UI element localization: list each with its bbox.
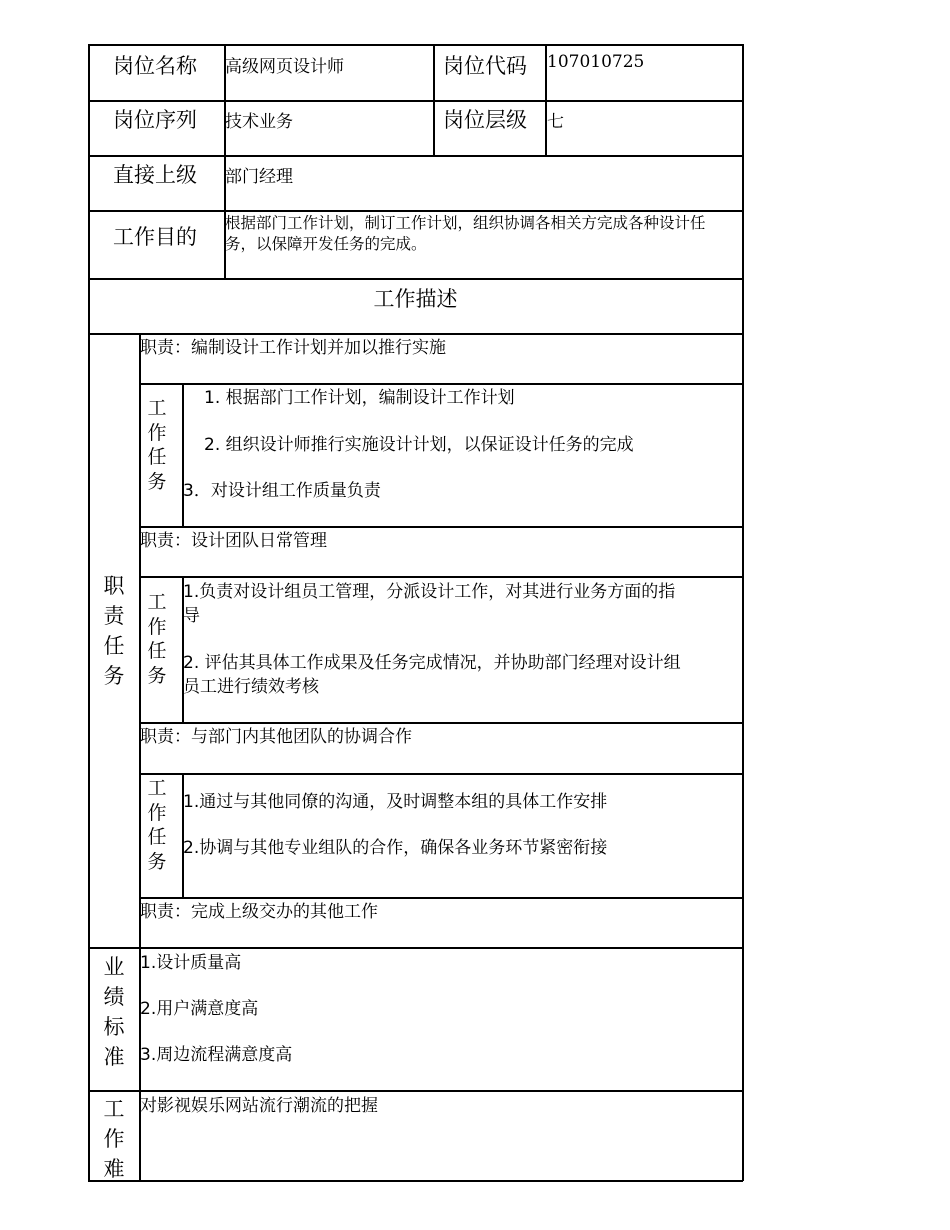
- superior-label: 直接上级: [113, 163, 197, 187]
- position-name-label: 岗位名称: [113, 54, 197, 78]
- duty-title: 职责：与部门内其他团队的协调合作: [140, 727, 412, 747]
- performance-item: 2.用户满意度高: [140, 999, 259, 1019]
- row-divider: [88, 155, 743, 157]
- duty-title: 职责：设计团队日常管理: [140, 531, 327, 551]
- duty-title: 职责：编制设计工作计划并加以推行实施: [140, 338, 446, 358]
- row-divider: [139, 773, 743, 775]
- table-border-right: [742, 44, 744, 1181]
- table-border-top: [88, 44, 743, 46]
- section-title: 工作描述: [373, 287, 458, 311]
- row-divider: [139, 722, 743, 724]
- row-divider: [88, 1090, 743, 1092]
- task-item: 2. 评估其具体工作成果及任务完成情况，并协助部门经理对设计组: [183, 653, 681, 673]
- performance-label: 业绩标准: [103, 955, 125, 1069]
- purpose-line-1: 根据部门工作计划，制订工作计划，组织协调各相关方完成各种设计任: [225, 214, 706, 232]
- task-item: 导: [183, 606, 200, 626]
- task-item: 2.协调与其他专业组队的合作，确保各业务环节紧密衔接: [183, 838, 608, 858]
- row-divider: [88, 333, 743, 335]
- sequence-value: 技术业务: [225, 112, 293, 132]
- level-label: 岗位层级: [443, 108, 527, 132]
- position-code-value: 107010725: [547, 52, 645, 72]
- position-name-value: 高级网页设计师: [225, 57, 344, 77]
- sequence-label: 岗位序列: [113, 108, 197, 132]
- task-item: 3．对设计组工作质量负责: [183, 481, 381, 501]
- task-item: 1. 根据部门工作计划，编制设计工作计划: [204, 388, 515, 408]
- row-divider: [88, 278, 743, 280]
- position-code-label: 岗位代码: [443, 54, 527, 78]
- table-border-bottom: [88, 1180, 743, 1182]
- duty-title: 职责：完成上级交办的其他工作: [140, 902, 378, 922]
- row-divider: [88, 100, 743, 102]
- task-label: 工作任务: [147, 397, 167, 493]
- table-border-left: [88, 44, 90, 1181]
- purpose-label: 工作目的: [113, 225, 197, 249]
- task-item: 员工进行绩效考核: [183, 677, 319, 697]
- row-divider: [139, 526, 743, 528]
- performance-item: 3.周边流程满意度高: [140, 1045, 293, 1065]
- row-divider: [139, 383, 743, 385]
- difficulty-text: 对影视娱乐网站流行潮流的把握: [140, 1096, 378, 1116]
- purpose-line-2: 务，以保障开发任务的完成。: [225, 235, 427, 253]
- task-item: 1.通过与其他同僚的沟通，及时调整本组的具体工作安排: [183, 792, 608, 812]
- task-label: 工作任务: [147, 591, 167, 687]
- col-divider: [182, 383, 184, 527]
- task-label: 工作任务: [147, 777, 167, 873]
- level-value: 七: [547, 112, 564, 132]
- row-divider: [139, 897, 743, 899]
- col-divider: [433, 44, 435, 156]
- difficulty-label: 工作难: [103, 1097, 125, 1181]
- task-item: 1.负责对设计组员工管理，分派设计工作，对其进行业务方面的指: [183, 582, 676, 602]
- row-divider: [139, 576, 743, 578]
- duties-label: 职责任务: [103, 574, 125, 688]
- row-divider: [88, 210, 743, 212]
- row-divider: [88, 947, 743, 949]
- superior-value: 部门经理: [225, 167, 293, 187]
- task-item: 2. 组织设计师推行实施设计计划，以保证设计任务的完成: [204, 435, 634, 455]
- performance-item: 1.设计质量高: [140, 953, 242, 973]
